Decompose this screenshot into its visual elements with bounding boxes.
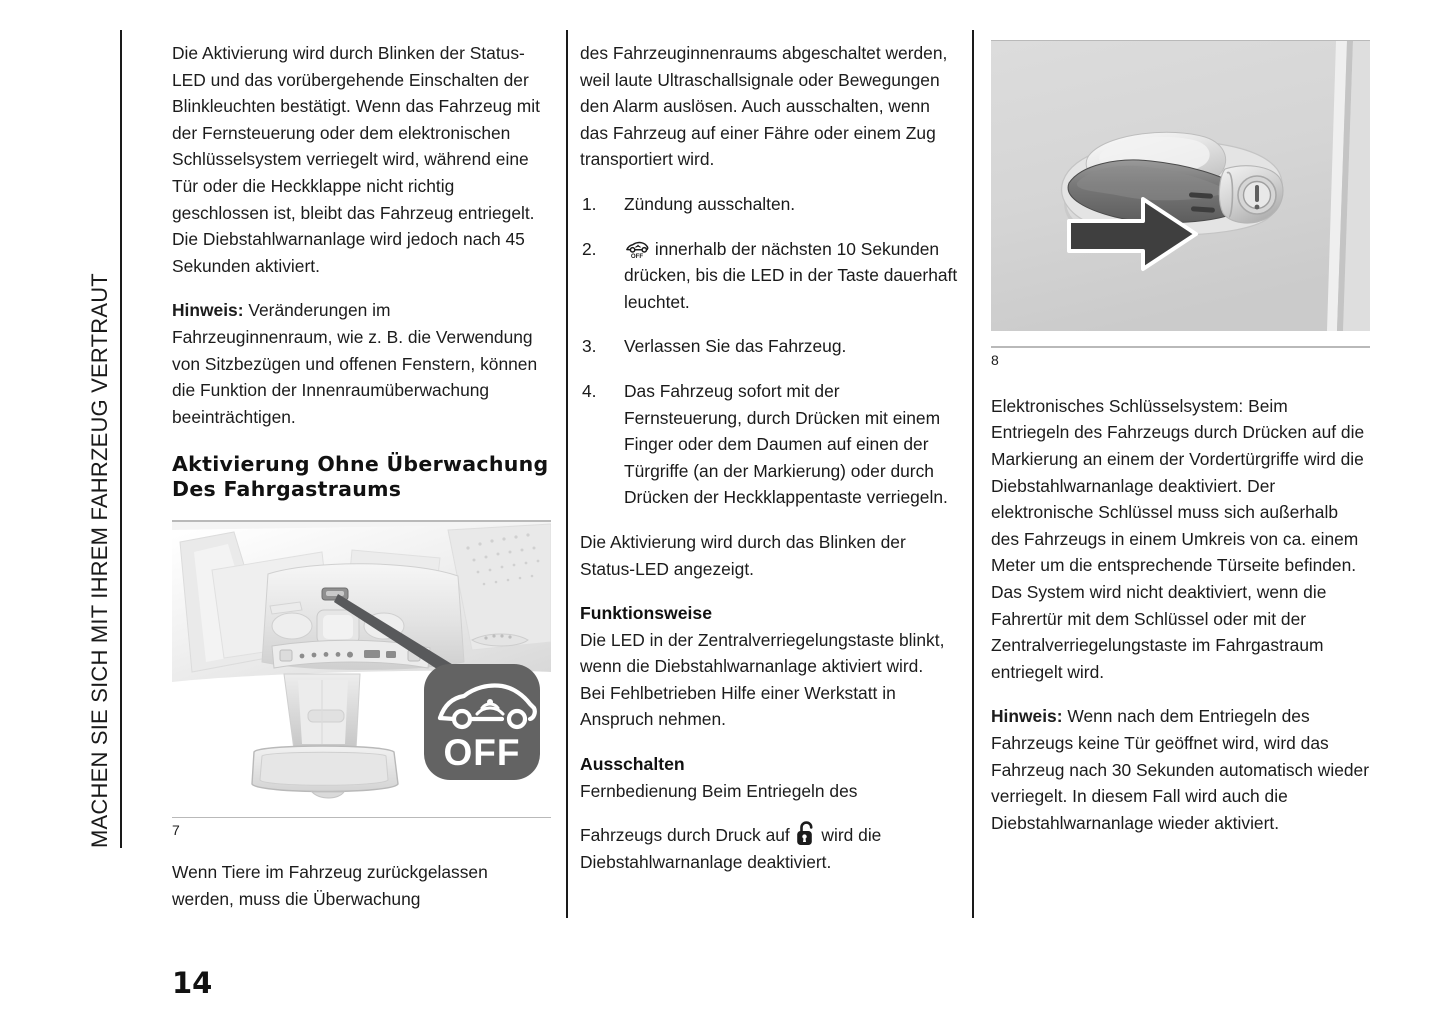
page-number: 14 [172,966,213,1000]
step-number: 2. [582,238,597,259]
step-item [580,236,959,316]
paragraph-unlock-button [580,820,959,875]
column-divider-left [566,30,568,918]
running-head-rule [120,30,122,848]
paragraph-remote-unlock: Fernbedienung Beim Entriegeln des [580,780,858,801]
subheading-ausschalten: Ausschalten [580,754,685,775]
note-text: Wenn nach dem Entriegeln des Fahrzeugs keine Tür geöffnet wird, wird das Fahrzeug nach 30 Sekunden automatisch wieder verriegelt. In diesem Fall wird auch die Diebstahlwarnanlage wieder aktiviert. [991,706,1370,833]
paragraph-interior-shutoff-reasons: des Fahrzeuginnenraums abgeschaltet werden, weil laute Ultraschallsignale oder Bewegungen den Alarm auslösen. Auch ausschalten, wenn das Fahrzeug auf einer Fähre oder einem Zug transportiert wird. [580,43,948,170]
figure-7-image [172,522,551,817]
step-number: 3. [582,336,597,357]
figure-8 [991,40,1370,369]
step-text: Zündung ausschalten. [624,193,796,214]
step-item [580,191,959,218]
figure-8-image [991,41,1370,346]
car-off-icon [624,239,650,259]
step-text: Das Fahrzeug sofort mit der Fernsteuerung, durch Drücken mit einem Finger oder dem Daumen auf einen der Türgriffe (an der Markierung) oder durch Drücken der Heckklappentaste verriegeln. [624,380,948,508]
column-left [172,40,551,930]
note-label: Hinweis: [172,300,244,321]
svg-text:OFF: OFF [443,731,521,773]
column-middle [580,40,959,893]
running-head: MACHEN SIE SICH MIT IHREM FAHRZEUG VERTRAUT [87,273,112,848]
paragraph-electronic-key-system: Elektronisches Schlüsselsystem: Beim Entriegeln des Fahrzeugs durch Drücken auf die Markierung an einem der Vordertürgriffe wird die Diebstahlwarnanlage deaktiviert. Der elektronische Schlüssel muss sich außerhalb des Fahrzeugs in einem Umkreis von ca. einem Meter um die entsprechende Türseite befinden. Das System wird nicht deaktiviert, wenn die Fahrertür mit dem Schlüssel oder mit der Zentralverriegelungstaste im Fahrgastraum entriegelt wird. [991,395,1365,682]
unlock-padlock-icon [795,820,817,848]
paragraph-led-blinks: Die LED in der Zentralverriegelungstaste blinkt, wenn die Diebstahlwarnanlage aktiviert wird. [580,629,945,677]
note-text: Veränderungen im Fahrzeuginnenraum, wie z. B. die Verwendung von Sitzbezügen und offenen Fenstern, können die Funktion der Innenraumüberwachung beeinträchtigen. [172,300,538,427]
step-number: 1. [582,193,597,214]
section-heading-activation-without-monitoring: Aktivierung Ohne Überwachung Des Fahrgastraums [172,452,549,502]
column-divider-right [972,30,974,918]
paragraph-unlock-before: Fahrzeugs durch Druck auf [580,825,795,846]
paragraph-activation-confirmation: Die Aktivierung wird durch Blinken der Status-LED und das vorübergehende Einschalten der Blinkleuchten bestätigt. Wenn das Fahrzeug mit der Fernsteuerung oder dem elektronischen Schlüsselsystem verriegelt wird, während eine Tür oder die Heckklappe nicht richtig geschlossen ist, bleibt das Fahrzeug entriegelt. Die Diebstahlwarnanlage wird jedoch nach 45 Sekunden aktiviert. [172,43,540,276]
step-text: innerhalb der nächsten 10 Sekunden drücken, bis die LED in der Taste dauerhaft leuchtet. [624,238,958,312]
paragraph-note-interior [172,297,551,430]
paragraph-note-relock [991,703,1370,836]
step-item [580,378,959,511]
svg-text:OFF: OFF [630,252,644,259]
paragraph-activation-indicated: Die Aktivierung wird durch das Blinken der Status-LED angezeigt. [580,531,906,579]
step-item [580,333,959,360]
step-text: Verlassen Sie das Fahrzeug. [624,336,847,357]
figure-7 [172,520,551,839]
paragraph-unlock-after: wird die Diebstahlwarnanlage deaktiviert. [580,825,882,872]
figure-8-caption: 8 [991,351,999,368]
subheading-funktionsweise: Funktionsweise [580,603,712,624]
column-right [991,40,1370,854]
running-head-container [78,30,122,848]
paragraph-workshop-help: Bei Fehlbetrieben Hilfe einer Werkstatt in Anspruch nehmen. [580,682,896,730]
step-number: 4. [582,380,597,401]
figure-7-caption: 7 [172,822,180,839]
note-label: Hinweis: [991,706,1063,727]
paragraph-animals-in-vehicle: Wenn Tiere im Fahrzeug zurückgelassen werden, muss die Überwachung [172,862,488,909]
deactivation-steps-list [580,191,959,511]
